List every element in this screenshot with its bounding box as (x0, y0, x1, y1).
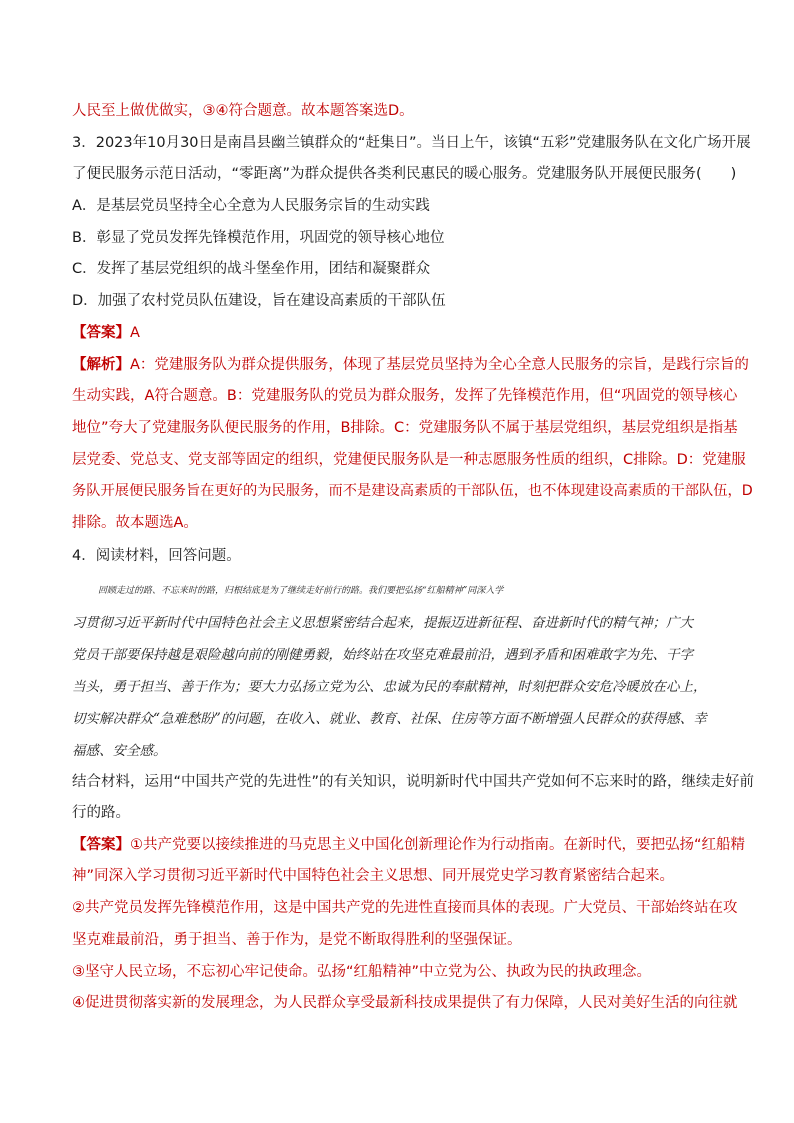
q3-option-c: C．发挥了基层党组织的战斗堡垒作用，团结和凝聚群众 (72, 261, 431, 277)
q4-material-line-5: 切实解决群众“急难愁盼”的问题，在收入、就业、教育、社保、住房等方面不断增强人民群众的获得感、幸 (72, 711, 707, 727)
q4-answer-line-2: 神”同深入学习贯彻习近平新时代中国特色社会主义思想、同开展党史学习教育紧密结合起来。 (72, 868, 675, 884)
q3-option-a: A．是基层党员坚持全心全意为人民服务宗旨的生动实践 (72, 198, 430, 214)
q4-material-line-2: 习贯彻习近平新时代中国特色社会主义思想紧密结合起来，提振迈进新征程、奋进新时代的精气神；广大 (72, 615, 693, 631)
q4-material-line-6: 福感、安全感。 (72, 743, 167, 759)
q3-analysis-line-3: 地位”夸大了党建服务队便民服务的作用，B排除。C：党建服务队不属于基层党组织，基层党组织是指基 (72, 420, 738, 436)
answer-value: A (130, 325, 140, 341)
q4-question-line-2: 行的路。 (72, 805, 130, 821)
q4-question-line-1: 结合材料，运用“中国共产党的先进性”的有关知识，说明新时代中国共产党如何不忘来时的路，继续走好前 (72, 774, 755, 790)
q4-answer-line-1: 【答案】①共产党要以接续推进的马克思主义中国化创新理论作为行动指南。在新时代，要把弘扬“红船精 (72, 837, 746, 853)
q3-answer (72, 323, 732, 343)
q4-answer-line-5: ③坚守人民立场，不忘初心牢记使命。弘扬“红船精神”中立党为公、执政为民的执政理念。 (72, 964, 652, 980)
analysis-tag: 【解析】 (72, 357, 130, 373)
q3-analysis-line-5: 务队开展便民服务旨在更好的为民服务，而不是建设高素质的干部队伍，也不体现建设高素质的干部队伍，D (72, 483, 753, 499)
q3-stem-line-2: 了便民服务示范日活动，“零距离”为群众提供各类利民惠民的暖心服务。党建服务队开展便民服务( ) (72, 166, 737, 182)
q3-analysis-line-6: 排除。故本题选A。 (72, 515, 198, 531)
q3-option-b: B．彰显了党员发挥先锋模范作用，巩固党的领导核心地位 (72, 230, 445, 246)
q4-material-line-4: 当头，勇于担当、善于作为；要大力弘扬立党为公、忠诚为民的奉献精神，时刻把群众安危冷暖放在心上， (72, 679, 707, 695)
q3-analysis-line-4: 层党委、党总支、党支部等固定的组织，党建便民服务队是一种志愿服务性质的组织，C排除。D：党建服 (72, 452, 746, 468)
q4-stem: 4．阅读材料，回答问题。 (72, 548, 241, 564)
answer-tag: 【答案】 (72, 837, 130, 853)
q4-material-line-3: 党员干部要保持越是艰险越向前的刚健勇毅，始终站在攻坚克难最前沿，遇到矛盾和困难敢字为先、干字 (72, 647, 693, 663)
q4-answer-line-3: ②共产党员发挥先锋模范作用，这是中国共产党的先进性直接而具体的表现。广大党员、干部始终站在攻 (72, 900, 738, 916)
answer-tag: 【答案】 (72, 325, 130, 341)
q4-material-line-1: 回顾走过的路、不忘来时的路，归根结底是为了继续走好前行的路。我们要把弘扬“红船精神”同深入学 (98, 586, 504, 596)
previous-answer-tail: 人民至上做优做实，③④符合题意。故本题答案选D。 (72, 103, 414, 119)
q4-answer-line-6: ④促进贯彻落实新的发展理念，为人民群众享受最新科技成果提供了有力保障，人民对美好生活的向往就 (72, 995, 738, 1011)
q3-analysis-line-2: 生动实践，A符合题意。B：党建服务队的党员为群众服务，发挥了先锋模范作用，但“巩固党的领导核心 (72, 388, 738, 404)
q3-option-d: D．加强了农村党员队伍建设，旨在建设高素质的干部队伍 (72, 293, 446, 309)
q3-analysis-line-1: 【解析】A：党建服务队为群众提供服务，体现了基层党员坚持为全心全意人民服务的宗旨，是践行宗旨的 (72, 357, 749, 373)
q3-stem-line-1: 3．2023年10月30日是南昌县幽兰镇群众的“赶集日”。当日上午，该镇“五彩”党建服务队在文化广场开展 (72, 135, 751, 151)
q4-answer-line-4: 坚克难最前沿，勇于担当、善于作为，是党不断取得胜利的坚强保证。 (72, 932, 522, 948)
